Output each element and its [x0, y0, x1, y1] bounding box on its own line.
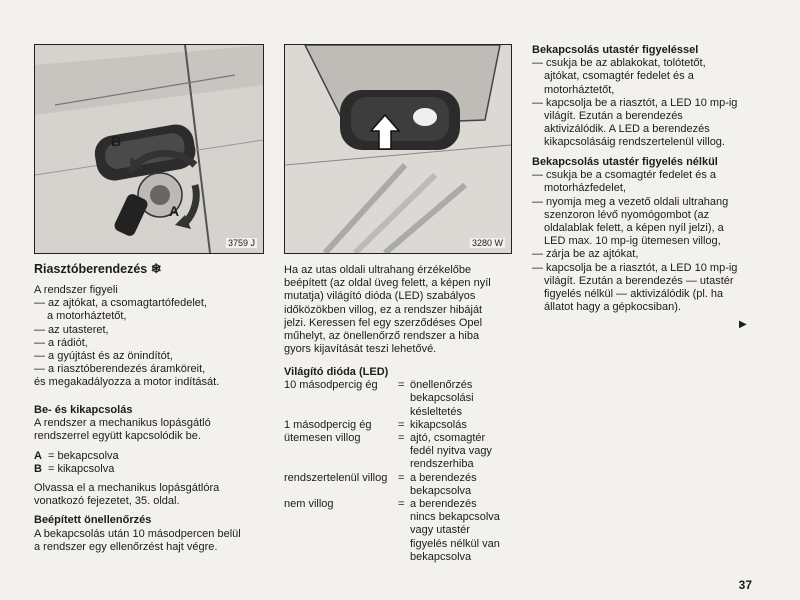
list-item: — az ajtókat, a csomagtartófedelet, — [34, 297, 208, 310]
figure-letter-a: A — [169, 203, 180, 219]
switching-section — [34, 404, 262, 554]
subheading: Világító dióda (LED) — [284, 366, 389, 378]
legend-value: = kikapcsolva — [48, 462, 115, 475]
led-row — [284, 379, 512, 419]
list-item: és megakadályozza a motor indítását. — [34, 376, 220, 389]
meaning-line: a berendezés — [410, 498, 477, 511]
without-interior-section — [532, 156, 764, 314]
heading-text: Riasztóberendezés — [34, 262, 148, 276]
subheading: Be- és kikapcsolás — [34, 404, 133, 416]
led-meaning — [410, 472, 512, 498]
meaning-line: bekapcsolva — [410, 550, 472, 563]
legend-key: A — [34, 449, 42, 462]
text-line: — zárja be az ajtókat, — [532, 248, 639, 261]
led-row — [284, 419, 512, 432]
text-line: időközökben villog, ez a rendszer hibáját — [284, 303, 483, 316]
led-state: ütemesen villog — [284, 432, 361, 445]
text-line: állatot hagy a gépkocsiban). — [544, 301, 681, 314]
intro-block — [34, 284, 262, 390]
text-line: Ha az utas oldali ultrahang érzékelőbe — [284, 264, 472, 276]
led-meaning — [410, 498, 512, 564]
meaning-line: vagy utastér — [410, 524, 470, 537]
meaning-line: a berendezés — [410, 471, 477, 484]
text-line: vonatkozó fejezetet, 35. oldal. — [34, 495, 180, 508]
text-line: jelzi. Keressen fel egy szerződéses Opel — [284, 316, 483, 329]
text-line: — nyomja meg a vezető oldali ultrahang — [532, 195, 729, 208]
meaning-line: önellenőrzés — [410, 379, 473, 392]
equals-sign: = — [398, 498, 405, 511]
led-state: 10 másodpercig ég — [284, 379, 378, 392]
led-row — [284, 472, 512, 498]
text-line: motorháztetőt, — [544, 83, 615, 96]
legend-value: = bekapcsolva — [48, 449, 119, 462]
page-number: 37 — [738, 578, 752, 592]
meaning-line: nincs bekapcsolva — [410, 511, 500, 524]
continue-arrow-icon: ▶ — [739, 319, 747, 330]
text-line: — kapcsolja be a riasztót, a LED 10 mp-ig — [532, 261, 738, 274]
meaning-line: ajtó, csomagtér — [410, 432, 486, 445]
text-line: — csukja be a csomagtér fedelet és a — [532, 169, 717, 182]
led-meaning — [410, 419, 512, 432]
legend-row — [34, 450, 262, 463]
text-line: gyors kijavítását teszi lehetővé. — [284, 343, 437, 356]
text-line: mutatja) világító dióda (LED) szabályos — [284, 290, 476, 303]
meaning-line: rendszerhiba — [410, 458, 474, 471]
led-table — [284, 366, 512, 564]
led-meaning — [410, 379, 512, 419]
section-heading — [34, 262, 162, 276]
text-line: — kapcsolja be a riasztót, a LED 10 mp-ig — [532, 96, 738, 109]
equals-sign: = — [398, 379, 405, 392]
equals-sign: = — [398, 418, 405, 431]
equals-sign: = — [398, 471, 405, 484]
meaning-line: fedél nyitva vagy — [410, 445, 492, 458]
text-line: világít. Ezután a berendezés — utastér — [544, 274, 734, 287]
figure-label: 3759 J — [227, 238, 255, 248]
led-row — [284, 432, 512, 472]
figure-ultrasonic-sensor — [284, 44, 512, 254]
sensor-illustration — [285, 45, 511, 253]
text-line: A bekapcsolás után 10 másodpercen belül — [34, 527, 241, 540]
list-item: — az utasteret, — [34, 323, 109, 336]
text-line: oldalablak felett, a képen nyíl jelzi), a — [544, 222, 724, 235]
text-line: LED max. 10 mp-ig ütemesen villog, — [544, 235, 721, 248]
meaning-line: bekapcsolva — [410, 484, 472, 497]
list-item: — a rádiót, — [34, 336, 88, 349]
text-line: Olvassa el a mechanikus lopásgátlóra — [34, 482, 220, 495]
figure-label: 3280 W — [471, 238, 503, 248]
legend-key: B — [34, 462, 42, 475]
list-item: — a gyújtást és az önindítót, — [34, 350, 173, 363]
text-line: kikapcsolásáig rendszertelenül villog. — [544, 136, 725, 149]
led-state: 1 másodpercig ég — [284, 418, 372, 431]
intro-line: A rendszer figyeli — [34, 284, 118, 296]
meaning-line: késleltetés — [410, 405, 462, 418]
list-item: a motorháztetőt, — [47, 310, 127, 323]
with-interior-section — [532, 44, 764, 150]
list-item: — a riasztóberendezés áramköreit, — [34, 363, 206, 376]
legend-row — [34, 463, 262, 476]
text-line: műhelyt, az önellenőrző rendszer a hiba — [284, 330, 480, 343]
text-line: figyelés nélkül — aktivizálódik (pl. ha — [544, 288, 724, 301]
equals-sign: = — [398, 432, 405, 445]
text-line: A rendszer a mechanikus lopásgátló — [34, 417, 211, 430]
text-line: a rendszer egy ellenőrzést hajt végre. — [34, 540, 218, 553]
meaning-line: figyelés nélkül van — [410, 537, 500, 550]
meaning-line: kikapcsolás — [410, 418, 467, 431]
text-line: rendszerrel együtt kapcsolódik be. — [34, 430, 201, 443]
text-line: szenzoron lévő nyomógombot (az — [544, 208, 710, 221]
text-line: ajtókat, csomagtér fedelet és a — [544, 70, 694, 83]
meaning-line: bekapcsolási — [410, 392, 474, 405]
text-line: beépített (az oldal üveg felett, a képen nyíl — [284, 277, 491, 290]
figure-letter-b: B — [111, 133, 122, 149]
text-line: motorházfedelet, — [544, 182, 626, 195]
door-lock-illustration — [35, 45, 263, 253]
subheading: Beépített önellenőrzés — [34, 514, 152, 527]
text-line: — csukja be az ablakokat, tolótetőt, — [532, 57, 706, 70]
snowflake-icon: ❄ — [150, 261, 162, 276]
led-meaning — [410, 432, 512, 472]
text-line: világít. Ezután a berendezés — [544, 110, 683, 123]
led-row — [284, 498, 512, 564]
figure-door-lock — [34, 44, 264, 254]
led-description — [284, 264, 512, 356]
text-line: aktivizálódik. A LED a berendezés — [544, 123, 710, 136]
led-state: nem villog — [284, 498, 334, 511]
subheading: Bekapcsolás utastér figyelés nélkül — [532, 156, 718, 168]
led-state: rendszertelenül villog — [284, 471, 388, 484]
subheading: Bekapcsolás utastér figyeléssel — [532, 44, 699, 56]
